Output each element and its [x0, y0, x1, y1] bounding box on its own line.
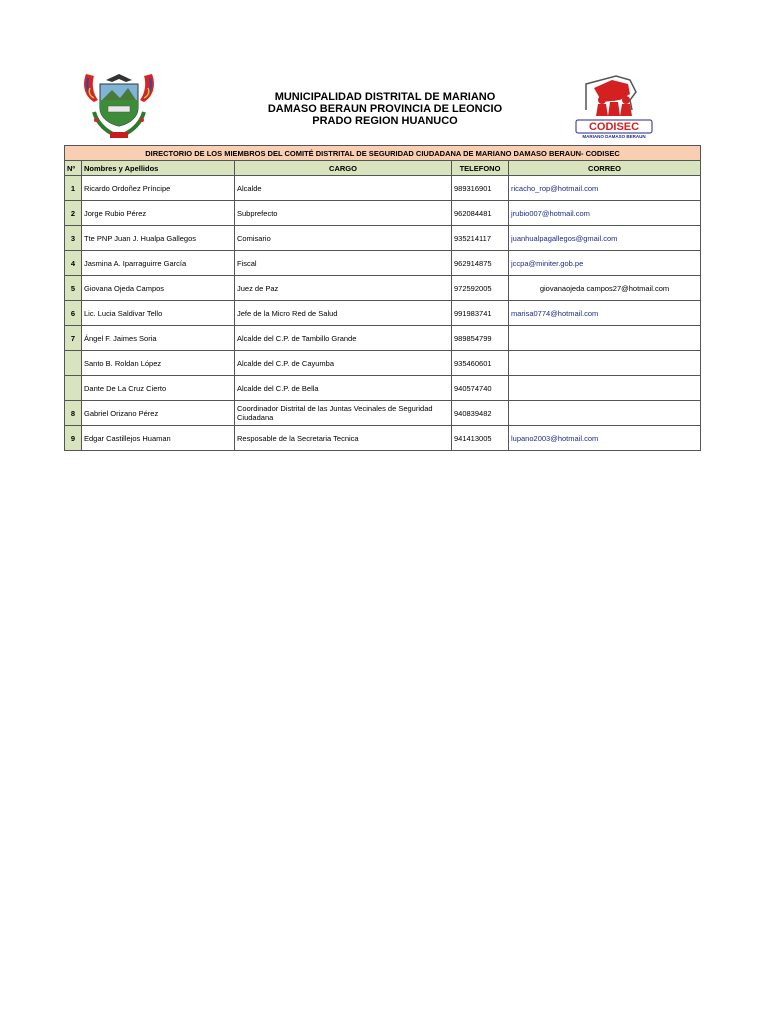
- table-row: [65, 376, 701, 401]
- row-email-link[interactable]: juanhualpagallegos@gmail.com: [509, 226, 701, 251]
- row-cargo: Subprefecto: [235, 201, 452, 226]
- column-header-number: Nº: [65, 161, 82, 176]
- row-name: Dante De La Cruz Cierto: [82, 376, 235, 401]
- table-row: [65, 251, 701, 276]
- row-name: Santo B. Roldan López: [82, 351, 235, 376]
- row-name: Ángel F. Jaimes Soria: [82, 326, 235, 351]
- row-number: 6: [65, 301, 82, 326]
- row-name: Gabriel Orizano Pérez: [82, 401, 235, 426]
- table-row: [65, 326, 701, 351]
- column-header-correo: CORREO: [509, 161, 701, 176]
- row-email: [509, 326, 701, 351]
- row-email: giovanaojeda campos27@hotmail.com: [509, 276, 701, 301]
- row-name: Giovana Ojeda Campos: [82, 276, 235, 301]
- row-cargo: Comisario: [235, 226, 452, 251]
- row-name: Ricardo Ordoñez Príncipe: [82, 176, 235, 201]
- row-telefono: 935214117: [452, 226, 509, 251]
- column-header-telefono: TELEFONO: [452, 161, 509, 176]
- row-number: 7: [65, 326, 82, 351]
- row-telefono: 962914875: [452, 251, 509, 276]
- row-name: Jasmina A. Iparraguirre García: [82, 251, 235, 276]
- row-email-link[interactable]: jccpa@miniter.gob.pe: [509, 251, 701, 276]
- table-row: [65, 301, 701, 326]
- table-row: [65, 426, 701, 451]
- row-telefono: 940839482: [452, 401, 509, 426]
- row-cargo: Alcalde del C.P. de Tambillo Grande: [235, 326, 452, 351]
- table-row: [65, 276, 701, 301]
- table-row: [65, 201, 701, 226]
- row-email: [509, 401, 701, 426]
- document-title: [220, 91, 550, 127]
- row-email-link[interactable]: jrubio007@hotmail.com: [509, 201, 701, 226]
- row-telefono: 991983741: [452, 301, 509, 326]
- directory-table: [64, 145, 701, 451]
- row-cargo: Alcalde del C.P. de Cayumba: [235, 351, 452, 376]
- table-row: [65, 401, 701, 426]
- title-line-3: PRADO REGION HUANUCO: [312, 115, 458, 127]
- row-telefono: 941413005: [452, 426, 509, 451]
- row-number: 4: [65, 251, 82, 276]
- row-email: [509, 376, 701, 401]
- table-row: [65, 226, 701, 251]
- row-name: Jorge Rubio Pérez: [82, 201, 235, 226]
- table-caption: DIRECTORIO DE LOS MIEMBROS DEL COMITÉ DISTRITAL DE SEGURIDAD CIUDADANA DE MARIANO DAMASO BERAUN- CODISEC: [65, 146, 701, 161]
- row-name: Tte PNP Juan J. Hualpa Gallegos: [82, 226, 235, 251]
- row-cargo: Jefe de la Micro Red de Salud: [235, 301, 452, 326]
- row-number: 9: [65, 426, 82, 451]
- row-email-link[interactable]: marisa0774@hotmail.com: [509, 301, 701, 326]
- row-number: 3: [65, 226, 82, 251]
- row-name: Edgar Castillejos Huaman: [82, 426, 235, 451]
- column-header-name: Nombres y Apellidos: [82, 161, 235, 176]
- row-cargo: Resposable de la Secretaria Tecnica: [235, 426, 452, 451]
- row-cargo: Juez de Paz: [235, 276, 452, 301]
- row-number: 1: [65, 176, 82, 201]
- row-cargo: Fiscal: [235, 251, 452, 276]
- row-number: 5: [65, 276, 82, 301]
- row-telefono: 972592005: [452, 276, 509, 301]
- codisec-logo-text: CODISEC: [588, 121, 640, 133]
- row-telefono: 940574740: [452, 376, 509, 401]
- row-email-link[interactable]: lupano2003@hotmail.com: [509, 426, 701, 451]
- row-number: 2: [65, 201, 82, 226]
- row-number: [65, 351, 82, 376]
- row-email: [509, 351, 701, 376]
- row-telefono: 989854799: [452, 326, 509, 351]
- row-cargo: Alcalde: [235, 176, 452, 201]
- column-header-cargo: CARGO: [235, 161, 452, 176]
- title-line-1: MUNICIPALIDAD DISTRITAL DE MARIANO: [274, 91, 496, 103]
- table-row: [65, 176, 701, 201]
- row-number: [65, 376, 82, 401]
- row-telefono: 935460601: [452, 351, 509, 376]
- table-caption-row: [65, 146, 701, 161]
- row-cargo: Coordinador Distrital de las Juntas Vecinales de Seguridad Ciudadana: [235, 401, 452, 426]
- row-telefono: 989316901: [452, 176, 509, 201]
- row-name: Lic. Lucia Saldivar Tello: [82, 301, 235, 326]
- row-email-link[interactable]: ricacho_rop@hotmail.com: [509, 176, 701, 201]
- title-line-2: DAMASO BERAUN PROVINCIA DE LEONCIO: [267, 103, 503, 115]
- codisec-logo: [572, 70, 656, 140]
- row-telefono: 962084481: [452, 201, 509, 226]
- codisec-logo-subtext: MARIANO DAMASO BERAUN: [582, 134, 646, 139]
- table-header-row: [65, 161, 701, 176]
- table-row: [65, 351, 701, 376]
- row-number: 8: [65, 401, 82, 426]
- row-cargo: Alcalde del C.P. de Bella: [235, 376, 452, 401]
- municipal-coat-of-arms-logo: [80, 70, 158, 142]
